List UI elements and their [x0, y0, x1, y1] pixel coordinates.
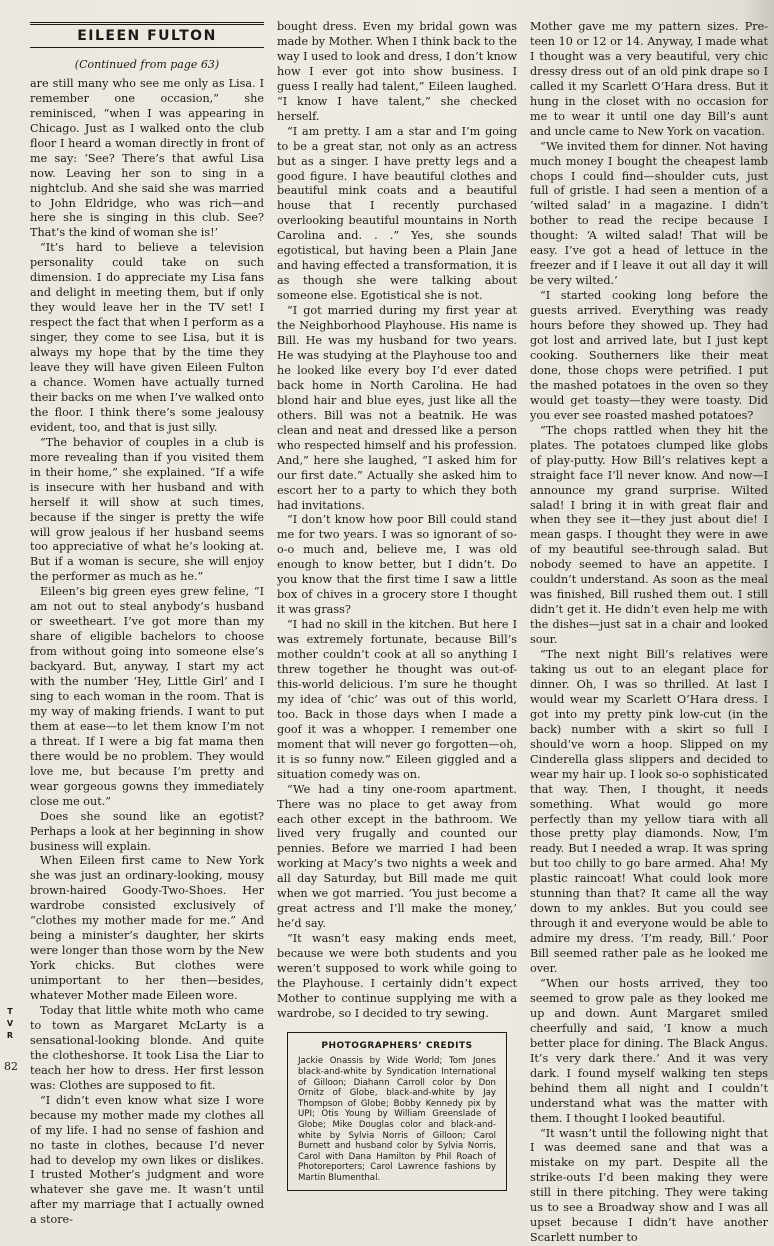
paragraph: “I am pretty. I am a star and I’m going to be a great star, not only as an actress but as a singer. I have pretty legs and a good figure. I have beautiful clothes and beautiful mink coats and a beautiful house that I recently purchased overlooking beautiful mountains in North Carolina and. . .” Yes, she sounds egotistical, but having been a Plain Jane and having effected a transformation, it is as though she were talking about someone else. Egotistical she is not. [277, 124, 517, 303]
paragraph: Eileen’s big green eyes grew feline, “I am not out to steal anybody’s husband or sweetheart. I’ve got more than my share of eligible bachelors to choose from without going into someone else’s backyard. But, anyway, I start my act with the number ‘Hey, Little Girl’ and I sing to each woman in the room. That is my way of making friends. I want to put them at ease—to let them know I’m not a threat. If I were a big fat mama then there would be no problem. They would love me, but because I’m pretty and wear gorgeous gowns they immediately close me out.” [30, 585, 264, 808]
article-header [30, 22, 264, 48]
paragraph: “We invited them for dinner. Not having much money I bought the cheapest lamb chops I could find—shoulder cuts, just full of gristle. I had seen a mention of a ‘wilted salad’ in a magazine. I didn’t bother to read the recipe because I thought: ‘A wilted salad! That will be easy. I’ve got a head of lettuce in the freezer and if I leave it out all day it will be very wilted.’ [530, 139, 768, 288]
article-title: EILEEN FULTON [77, 28, 217, 44]
paragraph: “I started cooking long before the guests arrived. Everything was ready hours before they showed up. They had got lost and arrived late, but I just kept cooking. Southerners like their meat done, those chops were petrified. I put the mashed potatoes in the oven so they would get toasty—they were toasty. Did you ever see roasted mashed potatoes? [530, 289, 768, 422]
paragraph: bought dress. Even my bridal gown was made by Mother. When I think back to the way I used to look and dress, I don’t know how I ever got into show business. I guess I really had talent,” Eileen laughed. “I know I have talent,” she checked herself. [277, 20, 517, 123]
paragraph: “I got married during my first year at the Neighborhood Playhouse. His name is Bill. He was my husband for two years. He was studying at the Playhouse too and he looked like every boy I’d ever dated back home in North Carolina. He had blond hair and blue eyes, just like all the others. Bill was not a beatnik. He was clean and neat and dressed like a person who respected himself and his profession. And,” here she laughed, “I asked him for our first date.” Actually she asked him to escort her to a party to which they both had invitations. [277, 304, 517, 512]
column-3 [530, 20, 768, 1246]
paragraph: “We had a tiny one-room apartment. There was no place to get away from each other except in the bathroom. We lived very frugally and counted our pennies. Before we married I had been working at Macy’s two nights a week and all day Saturday, but Bill made me quit when we got married. ‘You just become a great actress and I’ll make the money,’ he’d say. [277, 782, 517, 931]
paragraph: “When our hosts arrived, they too seemed to grow pale as they looked me up and down. Aunt Margaret smiled cheerfully and said, ‘I know a much better place for dining. The Black Angus. It’s very dark there.’ And it was very dark. I found myself walking ten steps behind them all night and I couldn’t understand what was the matter with them. I thought I looked beautiful. [530, 977, 768, 1125]
paragraph: When Eileen first came to New York she was just an ordinary-looking, mousy brown-haired Goody-Two-Shoes. Her wardrobe consisted exclusively of “clothes my mother made for me.” And being a minister’s daughter, her skirts were longer than those worn by the New York chicks. But clothes were unimportant to her then—besides, whatever Mother made Eileen wore. [30, 854, 264, 1003]
paragraph: Today that little white moth who came to town as Margaret McLarty is a sensational-looking blonde. And quite the clotheshorse. It took Lisa the Liar to teach her how to dress. Her first lesson was: Clothes are supposed to fit. [30, 1004, 264, 1092]
paragraph: “It’s hard to believe a television personality could take on such dimension. I do appreciate my Lisa fans and delight in meeting them, but if only they would leave her in the TV set! I respect the fact that when I perform as a singer, they come to see Lisa, but it is always my hope that by the time they leave they will have given Eileen Fulton a chance. Women have actually turned their backs on me when I’ve walked onto the floor. I think there’s some jealousy evident, too, and that is just silly. [30, 241, 264, 434]
paragraph: Mother gave me my pattern sizes. Pre-teen 10 or 12 or 14. Anyway, I made what I thought was a very beautiful, very chic dressy dress out of an old pink drape so I called it my Scarlett O’Hara dress. But it hung in the closet with no occasion for me to wear it until one day Bill’s aunt and uncle came to New York on vacation. [530, 20, 768, 138]
credits-text: Jackie Onassis by Wide World; Tom Jones black-and-white by Syndication International of Gilloon; Diahann Carroll color by Don Ornitz of Globe, black-and-white by Jay Thompson of Globe; Bobby Kennedy pix by UPI; Otis Young by William Greenslade of Globe; Mike Douglas color and black-and-white by Sylvia Norris of Gilloon; Carol Burnett and husband color by Sylvia Norris, Carol with Dana Hamilton by Phil Roach of Photoreporters; Carol Lawrence fashions by Martin Blumenthal. [298, 1056, 496, 1183]
column-2 [277, 20, 517, 1191]
paragraph: are still many who see me only as Lisa. I remember one occasion,” she reminisced, “when I was appearing in Chicago. Just as I walked onto the club floor I heard a woman directly in front of me say: ‘See? There’s that awful Lisa now. Leaving her son to sing in a nightclub. And she said she was married to John Eldridge, who was rich—and here she is singing in this club. See? That’s the kind of woman she is!’ [30, 76, 264, 240]
paragraph: “It wasn’t easy making ends meet, because we were both students and you weren’t supposed to work while going to the Playhouse. I certainly didn’t expect Mother to continue supplying me with a wardrobe, so I decided to try sewing. [277, 932, 517, 1020]
paragraph: “It wasn’t until the following night that I was deemed sane and that was a mistake on my part. Despite all the strike-outs I’d been making they were still in there pitching. They were taking us to see a Broadway show and I was all upset because I didn’t have another Scarlett number to [530, 1126, 768, 1245]
continued-note: (Continued from page 63) [74, 57, 220, 71]
paragraph: “I didn’t even know what size I wore because my mother made my clothes all of my life. I had no sense of fashion and no taste in clothes, because I’d never had to develop my own likes or dislikes. I trusted Mother’s judgment and wore whatever she gave me. It wasn’t until after my marriage that I actually owned a store- [30, 1093, 264, 1227]
paragraph: “I had no skill in the kitchen. But here I was extremely fortunate, because Bill’s mother couldn’t cook at all so anything I threw together he thought was out-of-this-world delicious. I’m sure he thought my idea of ‘chic’ was out of this world, too. Back in those days when I made a goof it was a whopper. I remember one moment that will never go forgotten—oh, it is so funny now.” Eileen giggled and a situation comedy was on. [277, 618, 517, 781]
paragraph: “The behavior of couples in a club is more revealing than if you visited them in their home,” she explained. “If a wife is insecure with her husband and with herself it will show at such times, because if the singer is pretty the wife will grow jealous if her husband seems too appreciative of what he’s looking at. But if a woman is secure, she will enjoy the performer as much as he.” [30, 435, 264, 584]
paragraph: Does she sound like an egotist? Perhaps a look at her beginning in show business will explain. [30, 809, 264, 853]
photographers-credits-box [287, 1032, 507, 1191]
paragraph: “The next night Bill’s relatives were taking us out to an elegant place for dinner. Oh, I was so thrilled. At last I would wear my Scarlett O’Hara dress. I got into my pretty pink low-cut (in the back) number with a skirt so full I should’ve worn a hoop. Slipped on my Cinderella glass slippers and decided to wear my hair up. I look so-o sophisticated that way. Then, I thought, it needs something. What would go more perfectly than my yellow tiara with all those pretty play diamonds. Now, I’m ready. But I needed a wrap. It was spring but too chilly to go bare armed. Aha! My plastic raincoat! What could look more stunning than that? It came all the way down to my ankles. But you could see through it and everyone would be able to admire my dress. ‘I’m ready, Bill.’ Poor Bill seemed rather pale as he looked me over. [530, 648, 768, 976]
paragraph: “The chops rattled when they hit the plates. The potatoes clumped like globs of play-putty. How Bill’s relatives kept a straight face I’ll never know. And now—I announce my grand surprise. Wilted salad! I bring it in with great flair and when they see it—they just about die! I mean gasps. I thought they were in awe of my beautiful see-through salad. But nobody seemed to have an appetite. I couldn’t understand. As soon as the meal was finished, Bill rushed them out. I still didn’t get it. He didn’t even help me with the dishes—just sat in a chair and looked sour. [530, 423, 768, 647]
paragraph: “I don’t know how poor Bill could stand me for two years. I was so ignorant of so-o-o much and, believe me, I was old enough to know better, but I didn’t. Do you know that the first time I saw a little box of chives in a grocery store I thought it was grass? [277, 513, 517, 617]
magazine-mark: T V R [6, 1007, 14, 1040]
column-1 [30, 22, 264, 1228]
page-number: 82 [4, 1060, 18, 1073]
credits-title: PHOTOGRAPHERS’ CREDITS [321, 1040, 473, 1051]
